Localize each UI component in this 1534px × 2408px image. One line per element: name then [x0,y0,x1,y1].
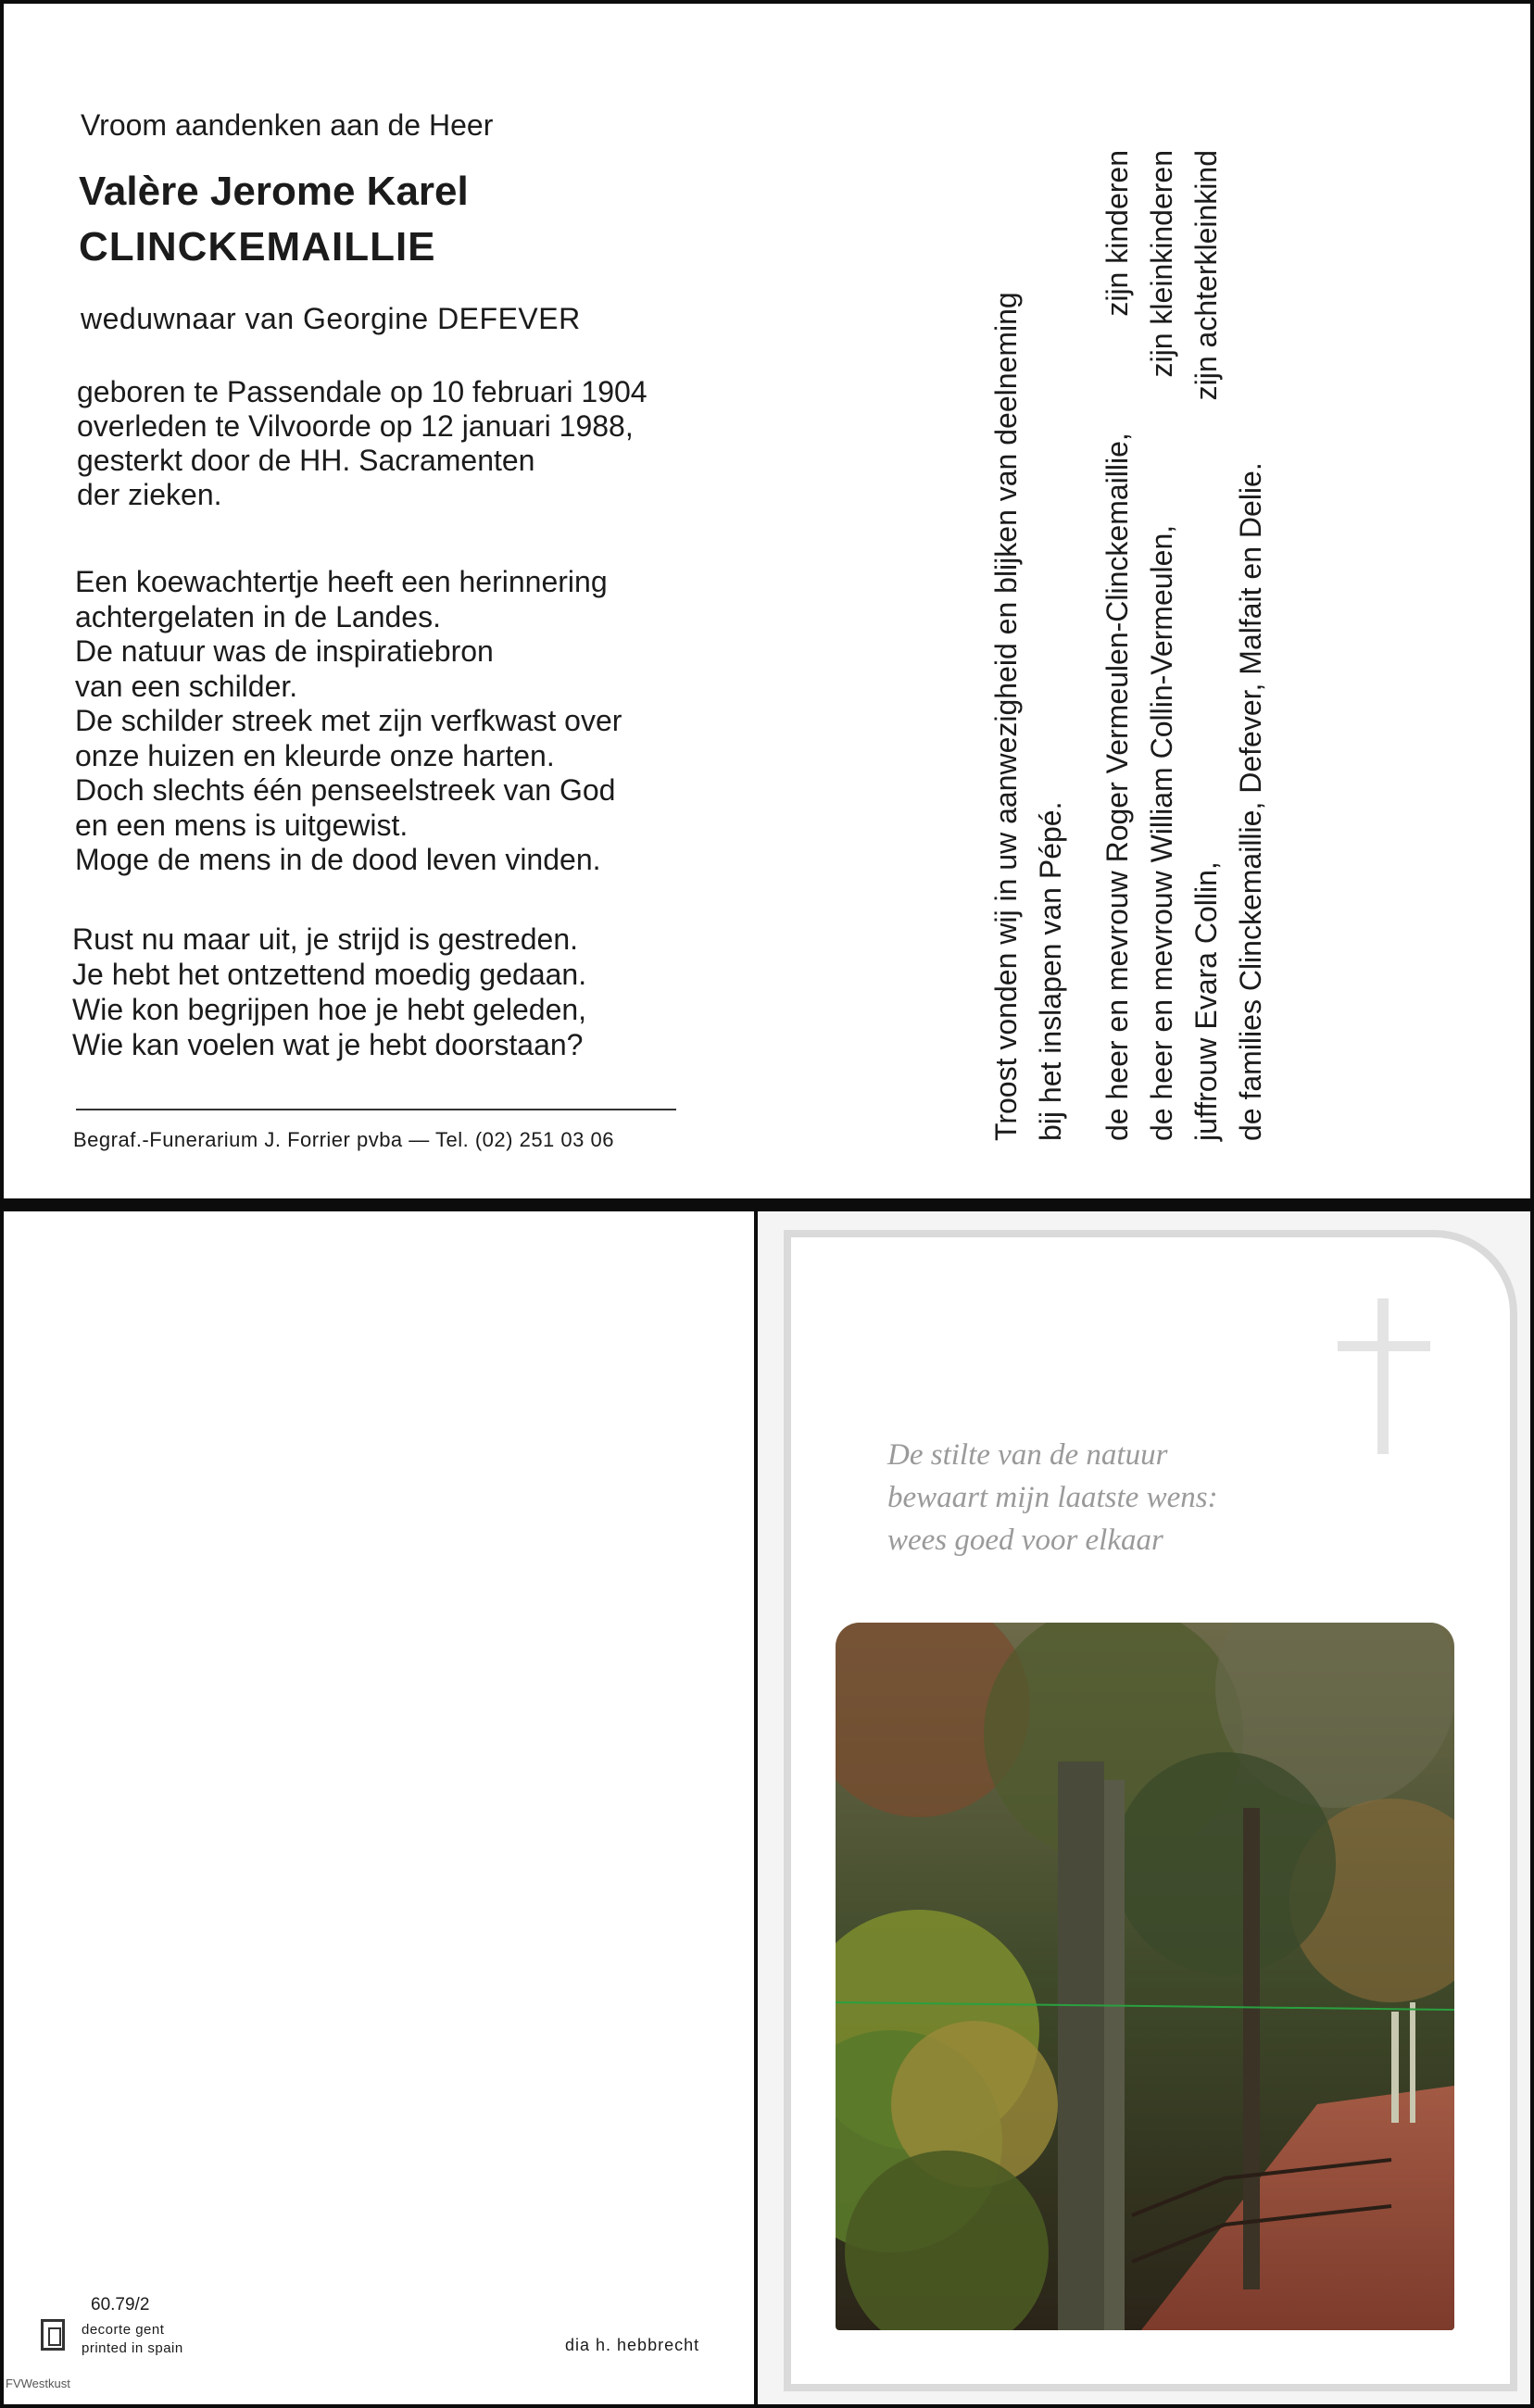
imprint-origin: printed in spain [82,2340,183,2356]
family-row [1095,150,1139,1141]
poem-line: en een mens is uitgewist. [75,808,409,842]
printer-logo-icon [41,2319,65,2351]
family-name: de families Clinckemaillie, Defever, Malfait en Delie. [1234,462,1267,1141]
rotated-thanks-block [984,150,1273,1141]
family-name: de heer en mevrouw Roger Vermeulen-Clinckemaillie, [1100,433,1134,1141]
text-line: gesterkt door de HH. Sacramenten [77,444,535,477]
birth-death-block [77,375,648,512]
text-line: geboren te Passendale op 10 februari 1904 [77,375,648,408]
verse-line: De stilte van de natuur [887,1438,1168,1472]
cross-icon-bar [1338,1341,1430,1351]
poem-first-stanza [75,565,622,878]
memorial-card-back-blank [4,1211,754,2404]
poem-line: De schilder streek met zijn verfkwast over [75,704,622,737]
poem-line: Wie kan voelen wat je hebt doorstaan? [72,1028,584,1061]
photo-credit: dia h. hebbrecht [565,2336,700,2354]
poem-line: Moge de mens in de dood leven vinden. [75,843,601,876]
poem-line: De natuur was de inspiratiebron [75,634,494,668]
spouse-line: weduwnaar van Georgine DEFEVER [81,302,581,335]
poem-second-stanza [72,922,586,1062]
poem-line: Doch slechts één penseelstreek van God [75,773,616,807]
verse-line: bewaart mijn laatste wens: [887,1481,1218,1514]
imprint-number: 60.79/2 [91,2295,150,2314]
poem-line: van een schilder. [75,669,298,703]
verse-line: wees goed voor elkaar [887,1524,1163,1557]
text-line: overleden te Vilvoorde op 12 januari 1988, [77,409,634,443]
imprint-printer: decorte gent [82,2322,165,2338]
divider-line [76,1109,676,1110]
family-role: zijn kleinkinderen [1145,150,1178,378]
family-role: zijn kinderen [1100,150,1134,317]
poem-line: Je hebt het ontzettend moedig gedaan. [72,958,587,991]
thanks-line: bij het inslapen van Pépé. [1034,801,1067,1141]
family-name: juffrouw Evara Collin, [1189,861,1223,1141]
verse-block [887,1434,1218,1561]
deceased-first-names: Valère Jerome Karel [79,169,469,214]
poem-line: onze huizen en kleurde onze harten. [75,738,555,772]
poem-line: Rust nu maar uit, je strijd is gestreden. [72,922,579,956]
deceased-surname: CLINCKEMAILLIE [79,224,436,270]
watermark: FVWestkust [6,2377,70,2390]
family-role: zijn achterkleinkind [1189,150,1223,401]
autumn-forest-photo [836,1623,1454,2330]
family-row [1184,150,1228,1141]
family-row [1228,150,1273,1141]
family-row [1139,150,1184,1141]
poem-line: achtergelaten in de Landes. [75,599,441,633]
intro-line: Vroom aandenken aan de Heer [81,108,494,142]
poem-line: Een koewachtertje heeft een herinnering [75,565,608,598]
text-line: der zieken. [77,478,222,511]
cross-icon [1377,1298,1389,1454]
poem-line: Wie kon begrijpen hoe je hebt geleden, [72,993,587,1026]
thanks-line: Troost vonden wij in uw aanwezigheid en blijken van deelneming [989,292,1023,1141]
family-name: de heer en mevrouw William Collin-Vermeulen, [1145,524,1178,1141]
funeral-home-line: Begraf.-Funerarium J. Forrier pvba — Tel. (02) 251 03 06 [73,1128,614,1151]
